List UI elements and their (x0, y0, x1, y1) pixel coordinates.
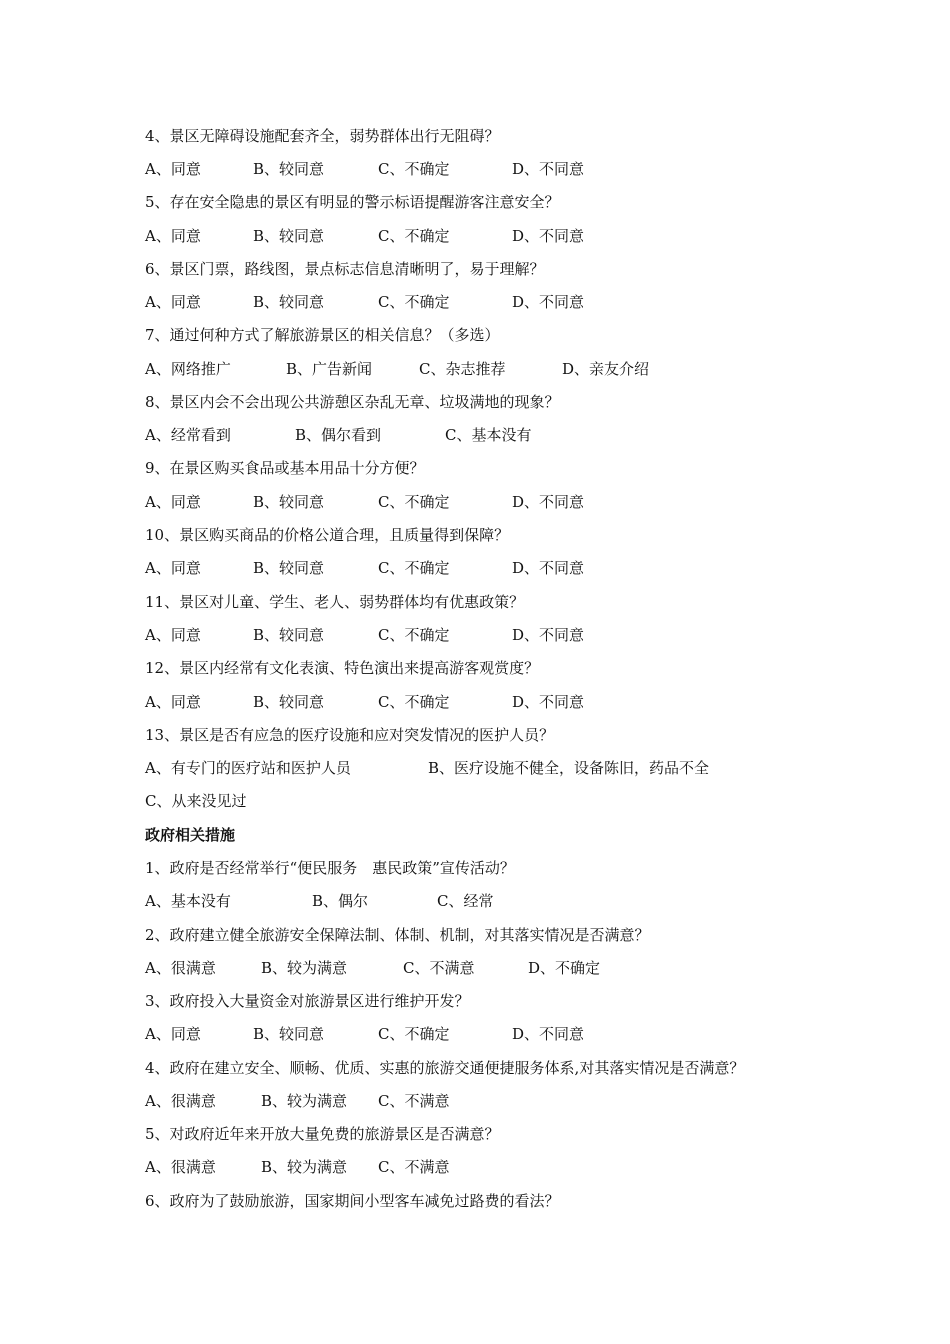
question-13: 13、景区是否有应急的医疗设施和应对突发情况的医护人员？ (145, 726, 555, 744)
option-b: B、较同意 (253, 227, 325, 245)
question-12: 12、景区内经常有文化表演、特色演出来提高游客观赏度？ (145, 659, 540, 677)
gov-question-6: 6、政府为了鼓励旅游，国家期间小型客车减免过路费的看法？ (145, 1192, 560, 1210)
option-c: C、基本没有 (445, 426, 532, 444)
option-b: B、较同意 (253, 493, 325, 511)
gov-question-1: 1、政府是否经常举行“便民服务 惠民政策”宣传活动？ (145, 859, 515, 877)
option-c: C、不满意 (403, 959, 475, 977)
option-a: A、网络推广 (145, 360, 231, 378)
option-c: C、不满意 (378, 1158, 450, 1176)
option-d: D、亲友介绍 (562, 360, 650, 378)
option-a: A、很满意 (145, 1158, 216, 1176)
question-4: 4、景区无障碍设施配套齐全，弱势群体出行无阻碍？ (145, 127, 500, 145)
gov-question-4: 4、政府在建立安全、顺畅、优质、实惠的旅游交通便捷服务体系,对其落实情况是否满意？ (145, 1059, 745, 1077)
question-11: 11、景区对儿童、学生、老人、弱势群体均有优惠政策？ (145, 593, 525, 611)
option-a: A、同意 (145, 1025, 201, 1043)
option-b: B、较为满意 (261, 1092, 348, 1110)
gov-question-2: 2、政府建立健全旅游安全保障法制、体制、机制，对其落实情况是否满意？ (145, 926, 650, 944)
question-8: 8、景区内会不会出现公共游憩区杂乱无章、垃圾满地的现象？ (145, 393, 560, 411)
question-6: 6、景区门票，路线图，景点标志信息清晰明了，易于理解？ (145, 260, 545, 278)
option-a: A、同意 (145, 626, 201, 644)
option-d: D、不同意 (512, 559, 585, 577)
option-a: A、同意 (145, 693, 201, 711)
gov-question-3: 3、政府投入大量资金对旅游景区进行维护开发？ (145, 992, 470, 1010)
option-a: A、同意 (145, 293, 201, 311)
question-7: 7、通过何种方式了解旅游景区的相关信息？（多选） (145, 326, 500, 344)
option-b: B、医疗设施不健全，设备陈旧，药品不全 (428, 759, 710, 777)
option-a: A、同意 (145, 227, 201, 245)
option-a: A、有专门的医疗站和医护人员 (145, 759, 351, 777)
option-a: A、同意 (145, 493, 201, 511)
option-a: A、很满意 (145, 959, 216, 977)
option-c: C、杂志推荐 (419, 360, 506, 378)
option-a: A、经常看到 (145, 426, 231, 444)
option-c: C、不确定 (378, 160, 450, 178)
option-c: C、不确定 (378, 626, 450, 644)
option-c: C、不确定 (378, 293, 450, 311)
option-a: A、同意 (145, 559, 201, 577)
option-b: B、较同意 (253, 160, 325, 178)
option-b: B、较为满意 (261, 959, 348, 977)
option-d: D、不同意 (512, 160, 585, 178)
option-d: D、不确定 (528, 959, 601, 977)
question-9: 9、在景区购买食品或基本用品十分方便？ (145, 459, 425, 477)
option-d: D、不同意 (512, 693, 585, 711)
question-5: 5、存在安全隐患的景区有明显的警示标语提醒游客注意安全？ (145, 193, 560, 211)
option-c: C、不确定 (378, 693, 450, 711)
option-b: B、较同意 (253, 559, 325, 577)
option-b: B、偶尔看到 (295, 426, 382, 444)
option-b: B、较同意 (253, 1025, 325, 1043)
gov-question-5: 5、对政府近年来开放大量免费的旅游景区是否满意？ (145, 1125, 500, 1143)
option-b: B、较同意 (253, 626, 325, 644)
option-a: A、基本没有 (145, 892, 231, 910)
option-a: A、同意 (145, 160, 201, 178)
option-b: B、广告新闻 (286, 360, 373, 378)
option-d: D、不同意 (512, 1025, 585, 1043)
option-d: D、不同意 (512, 626, 585, 644)
option-d: D、不同意 (512, 227, 585, 245)
option-c: C、不确定 (378, 1025, 450, 1043)
section-heading: 政府相关措施 (145, 826, 236, 844)
option-b: B、较为满意 (261, 1158, 348, 1176)
option-b: B、较同意 (253, 293, 325, 311)
option-c: C、不确定 (378, 559, 450, 577)
option-c: C、经常 (437, 892, 494, 910)
option-c: C、不满意 (378, 1092, 450, 1110)
option-c: C、不确定 (378, 493, 450, 511)
option-c: C、从来没见过 (145, 792, 247, 810)
option-c: C、不确定 (378, 227, 450, 245)
option-b: B、偶尔 (312, 892, 369, 910)
option-d: D、不同意 (512, 493, 585, 511)
question-10: 10、景区购买商品的价格公道合理，且质量得到保障？ (145, 526, 510, 544)
option-b: B、较同意 (253, 693, 325, 711)
option-d: D、不同意 (512, 293, 585, 311)
option-a: A、很满意 (145, 1092, 216, 1110)
